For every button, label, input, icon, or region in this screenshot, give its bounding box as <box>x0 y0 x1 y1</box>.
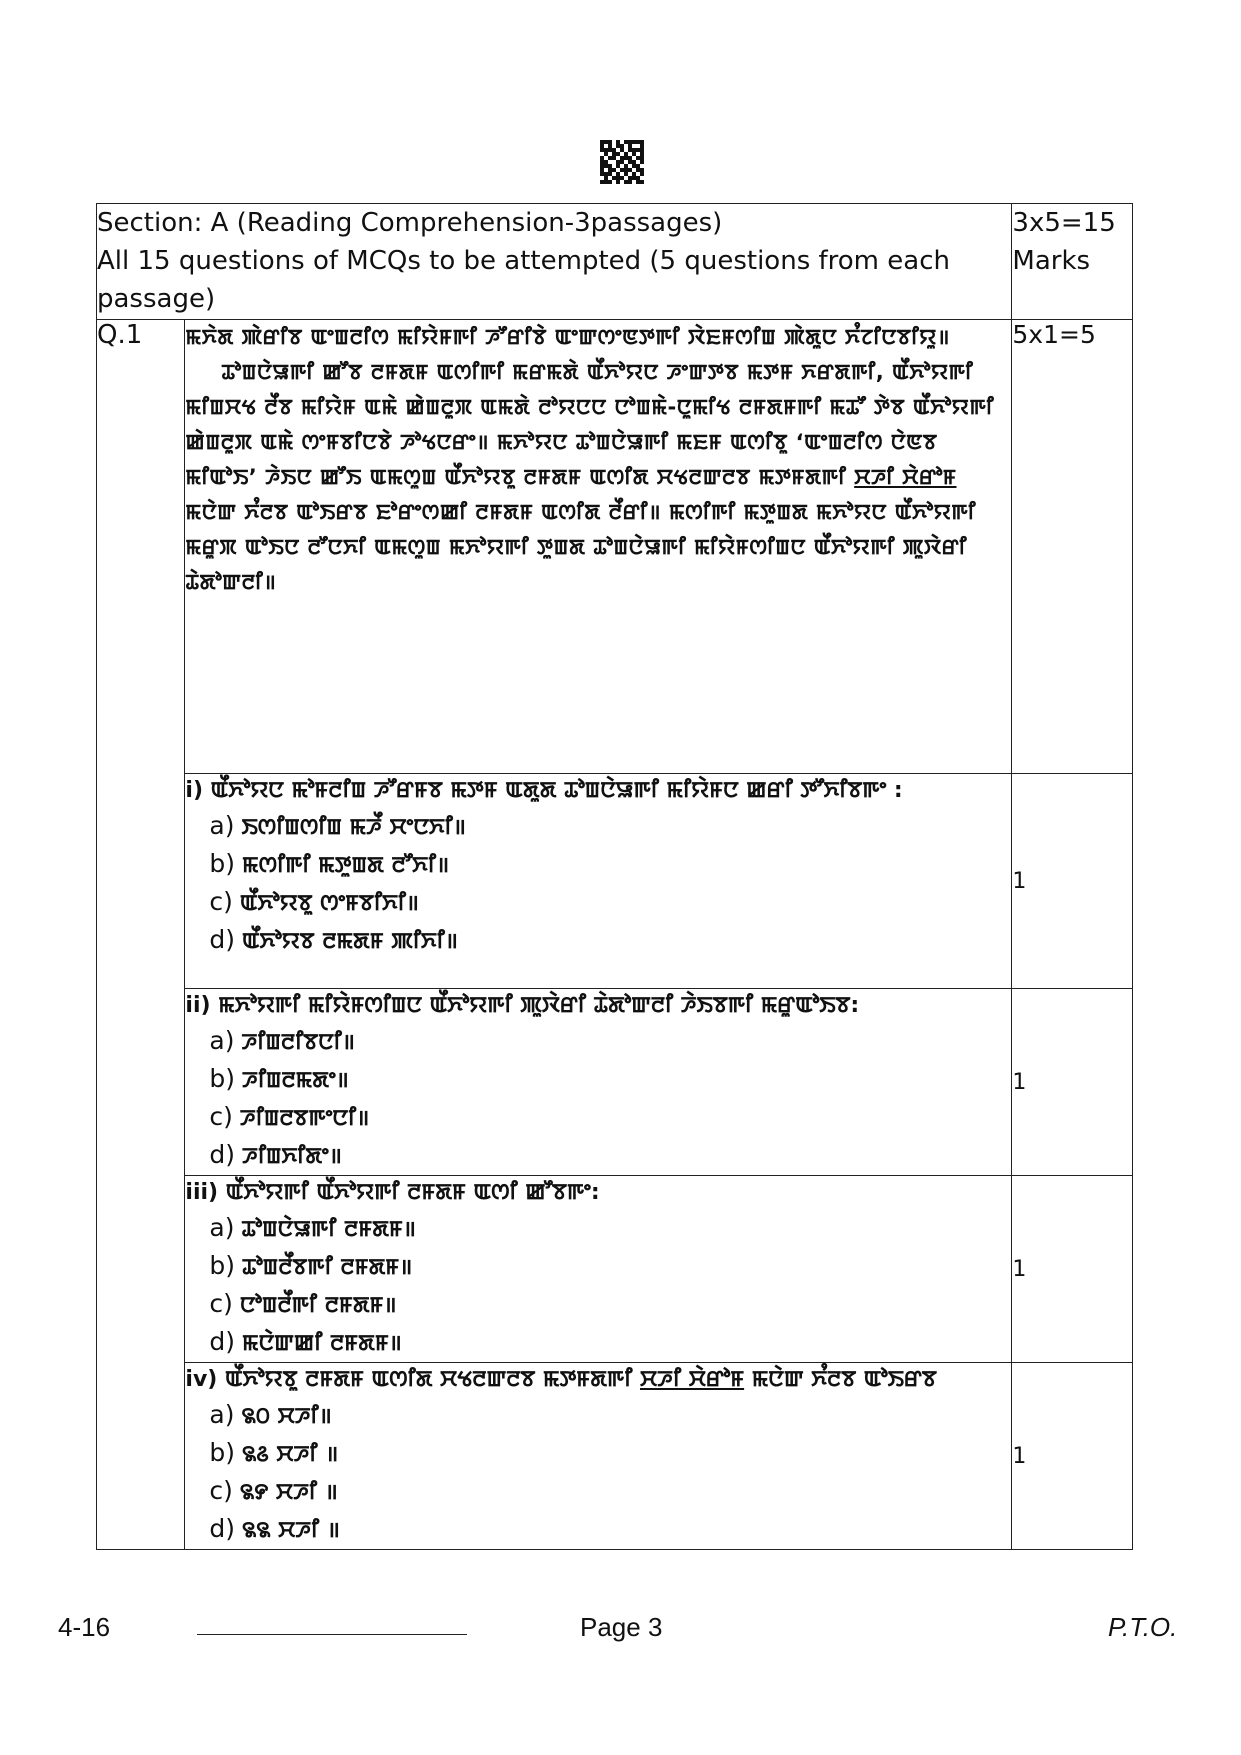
sub-question-2 <box>185 989 1012 1176</box>
question-table <box>96 203 1133 1550</box>
option-c[interactable]: c) ꯑꯩꯈꯣꯌꯕꯨ ꯁꯦꯝꯕꯤꯈꯤ॥ <box>209 887 419 916</box>
option-c[interactable]: c) ꯍꯤꯡꯂꯕꯒꯦꯅꯤ॥ <box>209 1102 370 1131</box>
passage-body <box>185 355 1011 600</box>
option-a[interactable]: a) ꯏꯁꯤꯡꯁꯤꯡ ꯃꯍꯩ ꯆꯦꯅꯈꯤ॥ <box>209 811 466 840</box>
sub-question-marks: 1 <box>1012 774 1133 989</box>
option-a[interactable]: a) ꯲꯰ ꯆꯍꯤ॥ <box>209 1400 332 1429</box>
stem-text-end: ꯃꯅꯥꯛ ꯈꯪꯂꯕ ꯑꯣꯏꯔꯕ <box>744 1367 937 1392</box>
sub-question-row <box>97 774 1133 989</box>
option-d[interactable]: d) ꯲꯲ ꯆꯍꯤ ॥ <box>209 1514 340 1543</box>
stem-text: iv) ꯑꯩꯈꯣꯌꯕꯨ ꯂꯝꯗꯝ ꯑꯁꯤꯗ ꯆꯠꯂꯛꯂꯕ ꯃꯇꯝꯗꯒꯤ <box>185 1367 640 1392</box>
question-marks: 5x1=5 <box>1012 320 1133 774</box>
pto-label: P.T.O. <box>1108 1612 1178 1642</box>
option-a[interactable]: a) ꯍꯤꯡꯂꯤꯕꯅꯤ॥ <box>209 1026 355 1055</box>
option-b[interactable]: b) ꯍꯤꯡꯂꯃꯗꯦ॥ <box>209 1064 349 1093</box>
paper-code: 4-16 <box>58 1612 111 1642</box>
option-c[interactable]: c) ꯅꯣꯡꯂꯩꯒꯤ ꯂꯝꯗꯝ॥ <box>209 1289 397 1318</box>
option-a[interactable]: a) ꯊꯣꯡꯅꯥꯎꯒꯤ ꯂꯝꯗꯝ॥ <box>209 1213 416 1242</box>
footer-divider <box>197 1634 467 1635</box>
section-marks-total: 3x5=15 <box>1012 208 1116 238</box>
passage-text-3: ꯃꯅꯥꯛ ꯈꯪꯂꯕ ꯑꯣꯏꯔꯕ ꯐꯣꯔꯦꯁꯀꯤ ꯂꯝꯗꯝ ꯑꯁꯤꯗ ꯂꯩꯔꯤ॥ ꯃꯁꯤꯒꯤ ꯃꯇꯨꯡꯗ ꯃꯈꯣꯌꯅ ꯑꯩꯈꯣꯌꯒꯤ ꯃꯔꯨꯞ ꯑꯣꯏꯅ ꯂꯧꯅꯈꯤ ꯑꯃꯁꯨꯡ ꯃꯈꯣꯌꯒꯤ ꯇꯨꯡꯗ ꯊꯣꯡꯅꯥꯎꯒꯤ ꯃꯤꯌꯥꯝꯁꯤꯡꯅ ꯑꯩꯈꯣꯌꯒꯤ ꯄꯨꯋꯥꯔꯤ ꯊꯥꯗꯣꯛꯂꯤ॥ <box>185 500 976 594</box>
sub-question-stem <box>185 1363 1011 1397</box>
passage-heading: ꯃꯈꯥꯗ ꯄꯥꯔꯤꯕ ꯑꯦꯡꯂꯤꯁ ꯃꯤꯌꯥꯝꯒꯤ ꯍꯧꯔꯤꯕꯥ ꯑꯦꯛꯁꯦꯟꯇꯒꯤ ꯋꯥꯐꯝꯁꯤꯡ ꯄꯥꯗꯨꯅ ꯈꯪꯖꯤꯅꯕꯤꯌꯨ॥ <box>185 325 950 349</box>
sub-question-stem: iii) ꯑꯩꯈꯣꯌꯒꯤ ꯑꯩꯈꯣꯌꯒꯤ ꯂꯝꯗꯝ ꯑꯁꯤ ꯀꯧꯕꯒꯦ: <box>185 1180 600 1205</box>
passage <box>185 320 1012 774</box>
option-d[interactable]: d) ꯑꯩꯈꯣꯌꯕ ꯂꯃꯗꯝ ꯄꯤꯈꯤ॥ <box>209 925 458 954</box>
sub-question-1 <box>185 774 1012 989</box>
option-d[interactable]: d) ꯍꯤꯡꯈꯤꯗꯦ॥ <box>209 1140 342 1169</box>
option-d[interactable]: d) ꯃꯅꯥꯛꯀꯤ ꯂꯝꯗꯝ॥ <box>209 1327 402 1356</box>
question-number: Q.1 <box>97 320 185 1550</box>
sub-question-marks: 1 <box>1012 989 1133 1176</box>
page-number: Page 3 <box>580 1612 663 1642</box>
option-b[interactable]: b) ꯊꯣꯡꯂꯩꯕꯒꯤ ꯂꯝꯗꯝ॥ <box>209 1251 413 1280</box>
section-marks <box>1012 204 1133 320</box>
option-b[interactable]: b) ꯃꯁꯤꯒꯤ ꯃꯇꯨꯡꯗ ꯂꯧꯈꯤ॥ <box>209 849 450 878</box>
sub-question-marks: 1 <box>1012 1363 1133 1550</box>
option-c[interactable]: c) ꯲꯸ ꯆꯍꯤ ॥ <box>209 1476 338 1505</box>
passage-text-1: ꯊꯣꯡꯅꯥꯎꯒꯤ ꯀꯧꯕ ꯂꯝꯗꯝ ꯑꯁꯤꯒꯤ ꯃꯔꯃꯗꯥ ꯑꯩꯈꯣꯌꯅ ꯍꯦꯛꯇꯕ ꯃꯇꯝ ꯈꯔꯗꯒꯤ, ꯑꯩꯈꯣꯌꯒꯤ ꯃꯤꯡꯆꯠ ꯂꯩꯕ ꯃꯤꯌꯥꯝ ꯑꯃꯥ ꯀꯥꯡꯂꯨꯞ ꯑꯃꯗꯥ ꯂꯣꯌꯅꯅ ꯅꯣꯡꯃꯥ-ꯅꯨꯃꯤꯠ ꯂꯝꯗꯝꯒꯤ ꯃꯊꯧ ꯇꯥꯕ ꯑꯩꯈꯣꯌꯒꯤ ꯀꯥꯡꯂꯨꯞ ꯑꯃꯥ ꯁꯦꯝꯕꯤꯅꯕꯥ ꯍꯣꯠꯅꯔꯦ॥ ꯃꯈꯣꯌꯅ ꯊꯣꯡꯅꯥꯎꯒꯤ ꯃꯐꯝ ꯑꯁꯤꯕꯨ ‘ <box>185 360 995 454</box>
section-title: Section: A (Reading Comprehension-3passages) <box>97 208 723 238</box>
section-header-row <box>97 204 1133 320</box>
passage-underlined: ꯆꯍꯤ ꯆꯥꯔꯣꯝ <box>854 465 957 489</box>
stem-underlined: ꯆꯍꯤ ꯆꯥꯔꯣꯝ <box>640 1367 745 1392</box>
section-header <box>97 204 1012 320</box>
sub-question-4 <box>185 1363 1012 1550</box>
sub-question-row <box>97 1363 1133 1550</box>
passage-quote: ꯑꯦꯡꯂꯤꯁ ꯅꯥꯟꯕ ꯃꯤꯑꯣꯏ <box>185 430 938 489</box>
qr-code-icon <box>600 140 644 184</box>
sub-question-stem: ii) ꯃꯈꯣꯌꯒꯤ ꯃꯤꯌꯥꯝꯁꯤꯡꯅ ꯑꯩꯈꯣꯌꯒꯤ ꯄꯨꯋꯥꯔꯤ ꯊꯥꯗꯣꯛꯂꯤ ꯍꯥꯏꯕꯒꯤ ꯃꯔꯨꯑꯣꯏꯕ: <box>185 993 860 1018</box>
passage-row <box>97 320 1133 774</box>
sub-question-marks: 1 <box>1012 1176 1133 1363</box>
section-marks-label: Marks <box>1012 246 1091 276</box>
sub-question-3 <box>185 1176 1012 1363</box>
passage-text-2: ’ ꯍꯥꯏꯅ ꯀꯧꯏ ꯑꯃꯁꯨꯡ ꯑꯩꯈꯣꯌꯕꯨ ꯂꯝꯗꯝ ꯑꯁꯤꯗ ꯆꯠꯂꯛꯂꯕ ꯃꯇꯝꯗꯒꯤ <box>248 465 855 489</box>
option-b[interactable]: b) ꯲꯴ ꯆꯍꯤ ॥ <box>209 1438 339 1467</box>
section-instruction: All 15 questions of MCQs to be attempted (5 questions from each passage) <box>97 246 950 314</box>
sub-question-row <box>97 1176 1133 1363</box>
sub-question-row <box>97 989 1133 1176</box>
sub-question-stem: i) ꯑꯩꯈꯣꯌꯅ ꯃꯣꯝꯂꯤꯡ ꯍꯧꯔꯝꯕ ꯃꯇꯝ ꯑꯗꯨꯗ ꯊꯣꯡꯅꯥꯎꯒꯤ ꯃꯤꯌꯥꯝꯅ ꯀꯔꯤ ꯇꯧꯈꯤꯕꯒꯦ : <box>185 778 903 803</box>
